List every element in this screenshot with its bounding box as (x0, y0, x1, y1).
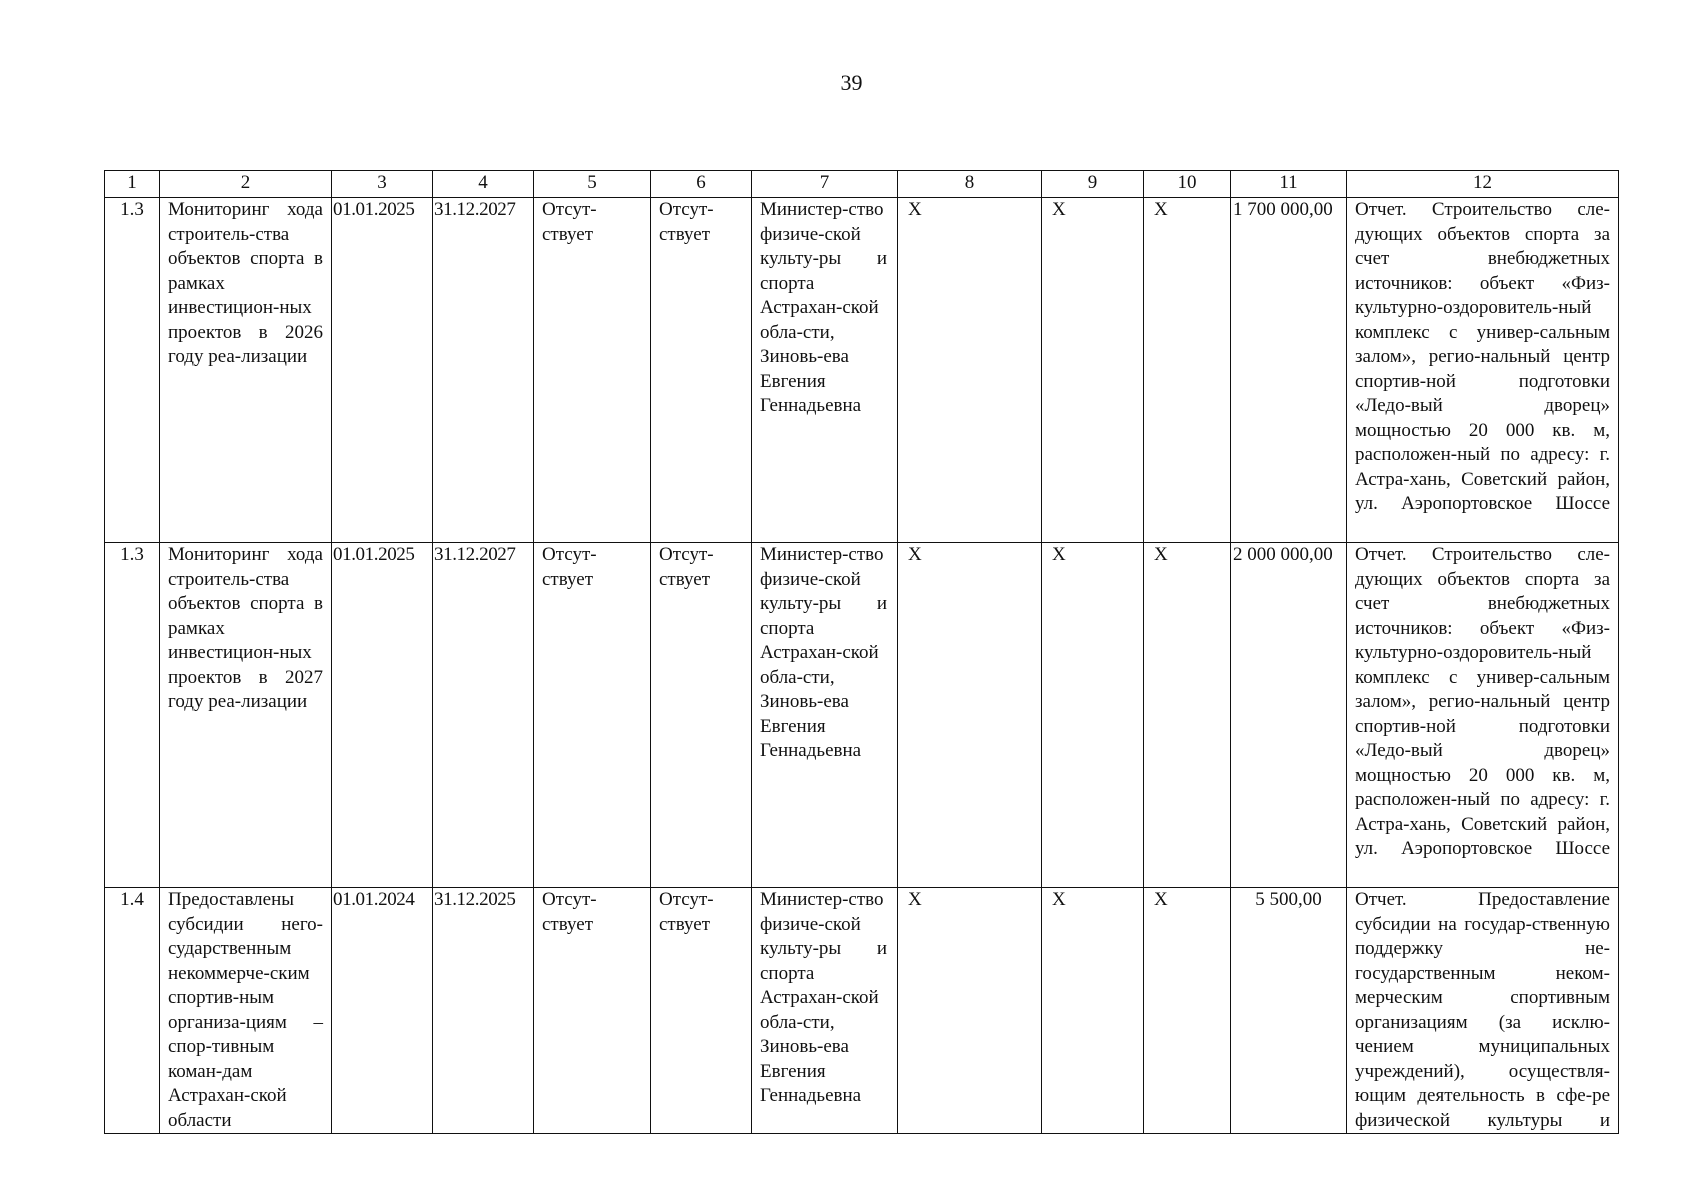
column-number-row (105, 171, 1619, 198)
column-5-value: Отсут-ствует (534, 888, 651, 1134)
column-header: 1 (105, 171, 160, 198)
column-9-mark: X (1042, 888, 1144, 1134)
row-number: 1.3 (105, 198, 160, 543)
column-header: 10 (1144, 171, 1231, 198)
activity-name: Предоставлены субсидии него-сударственным некоммерче-ским спортив-ным организа-циям – спор-тивным коман-дам Астрахан-ской области (160, 888, 332, 1134)
amount: 5 500,00 (1231, 888, 1347, 1134)
table-row (105, 888, 1619, 1134)
responsible-party: Министер-ство физиче-ской культу-ры и спорта Астрахан-ской обла-сти, Зиновь-ева Евгения Геннадьевна (752, 198, 898, 543)
column-6-value: Отсут-ствует (651, 198, 752, 543)
start-date: 01.01.2025 (332, 198, 433, 543)
column-8-mark: X (898, 888, 1042, 1134)
column-header: 12 (1347, 171, 1619, 198)
column-5-value: Отсут-ствует (534, 198, 651, 543)
activity-name: Мониторинг хода строитель-ства объектов спорта в рамках инвестицион-ных проектов в 2026 году реа-лизации (160, 198, 332, 543)
column-header: 11 (1231, 171, 1347, 198)
responsible-party: Министер-ство физиче-ской культу-ры и спорта Астрахан-ской обла-сти, Зиновь-ева Евгения Геннадьевна (752, 888, 898, 1134)
report-description: Отчет. Предоставление субсидии на государ-ственную поддержку не-государственным неком-мерческим спортивным организациям (за исклю-чением муниципальных учреждений), осуществля-ющим деятельность в сфе-ре физической культуры и (1347, 888, 1619, 1134)
activities-table (104, 170, 1619, 1134)
column-10-mark: X (1144, 888, 1231, 1134)
responsible-party: Министер-ство физиче-ской культу-ры и спорта Астрахан-ской обла-сти, Зиновь-ева Евгения Геннадьевна (752, 543, 898, 888)
column-9-mark: X (1042, 198, 1144, 543)
report-description: Отчет. Строительство сле-дующих объектов спорта за счет внебюджетных источников: объект «Физ-культурно-оздоровитель-ный комплекс с универ-сальным залом», регио-нальный центр спортив-ной подготовки «Ледо-вый дворец» мощностью 20 000 кв. м, расположен-ный по адресу: г. Астра-хань, Советский район, ул. Аэропортовское Шоссе (1347, 198, 1619, 543)
table-row (105, 543, 1619, 888)
start-date: 01.01.2024 (332, 888, 433, 1134)
table-row (105, 198, 1619, 543)
column-10-mark: X (1144, 198, 1231, 543)
column-header: 3 (332, 171, 433, 198)
column-10-mark: X (1144, 543, 1231, 888)
column-6-value: Отсут-ствует (651, 888, 752, 1134)
column-header: 9 (1042, 171, 1144, 198)
column-header: 4 (433, 171, 534, 198)
amount: 2 000 000,00 (1231, 543, 1347, 888)
column-header: 2 (160, 171, 332, 198)
end-date: 31.12.2027 (433, 543, 534, 888)
end-date: 31.12.2025 (433, 888, 534, 1134)
end-date: 31.12.2027 (433, 198, 534, 543)
column-6-value: Отсут-ствует (651, 543, 752, 888)
column-5-value: Отсут-ствует (534, 543, 651, 888)
column-8-mark: X (898, 543, 1042, 888)
start-date: 01.01.2025 (332, 543, 433, 888)
amount: 1 700 000,00 (1231, 198, 1347, 543)
column-header: 6 (651, 171, 752, 198)
activity-name: Мониторинг хода строитель-ства объектов спорта в рамках инвестицион-ных проектов в 2027 году реа-лизации (160, 543, 332, 888)
column-header: 5 (534, 171, 651, 198)
column-8-mark: X (898, 198, 1042, 543)
row-number: 1.3 (105, 543, 160, 888)
page-number: 39 (840, 70, 863, 95)
report-description: Отчет. Строительство сле-дующих объектов спорта за счет внебюджетных источников: объект «Физ-культурно-оздоровитель-ный комплекс с универ-сальным залом», регио-нальный центр спортив-ной подготовки «Ледо-вый дворец» мощностью 20 000 кв. м, расположен-ный по адресу: г. Астра-хань, Советский район, ул. Аэропортовское Шоссе (1347, 543, 1619, 888)
column-header: 8 (898, 171, 1042, 198)
row-number: 1.4 (105, 888, 160, 1134)
column-header: 7 (752, 171, 898, 198)
column-9-mark: X (1042, 543, 1144, 888)
